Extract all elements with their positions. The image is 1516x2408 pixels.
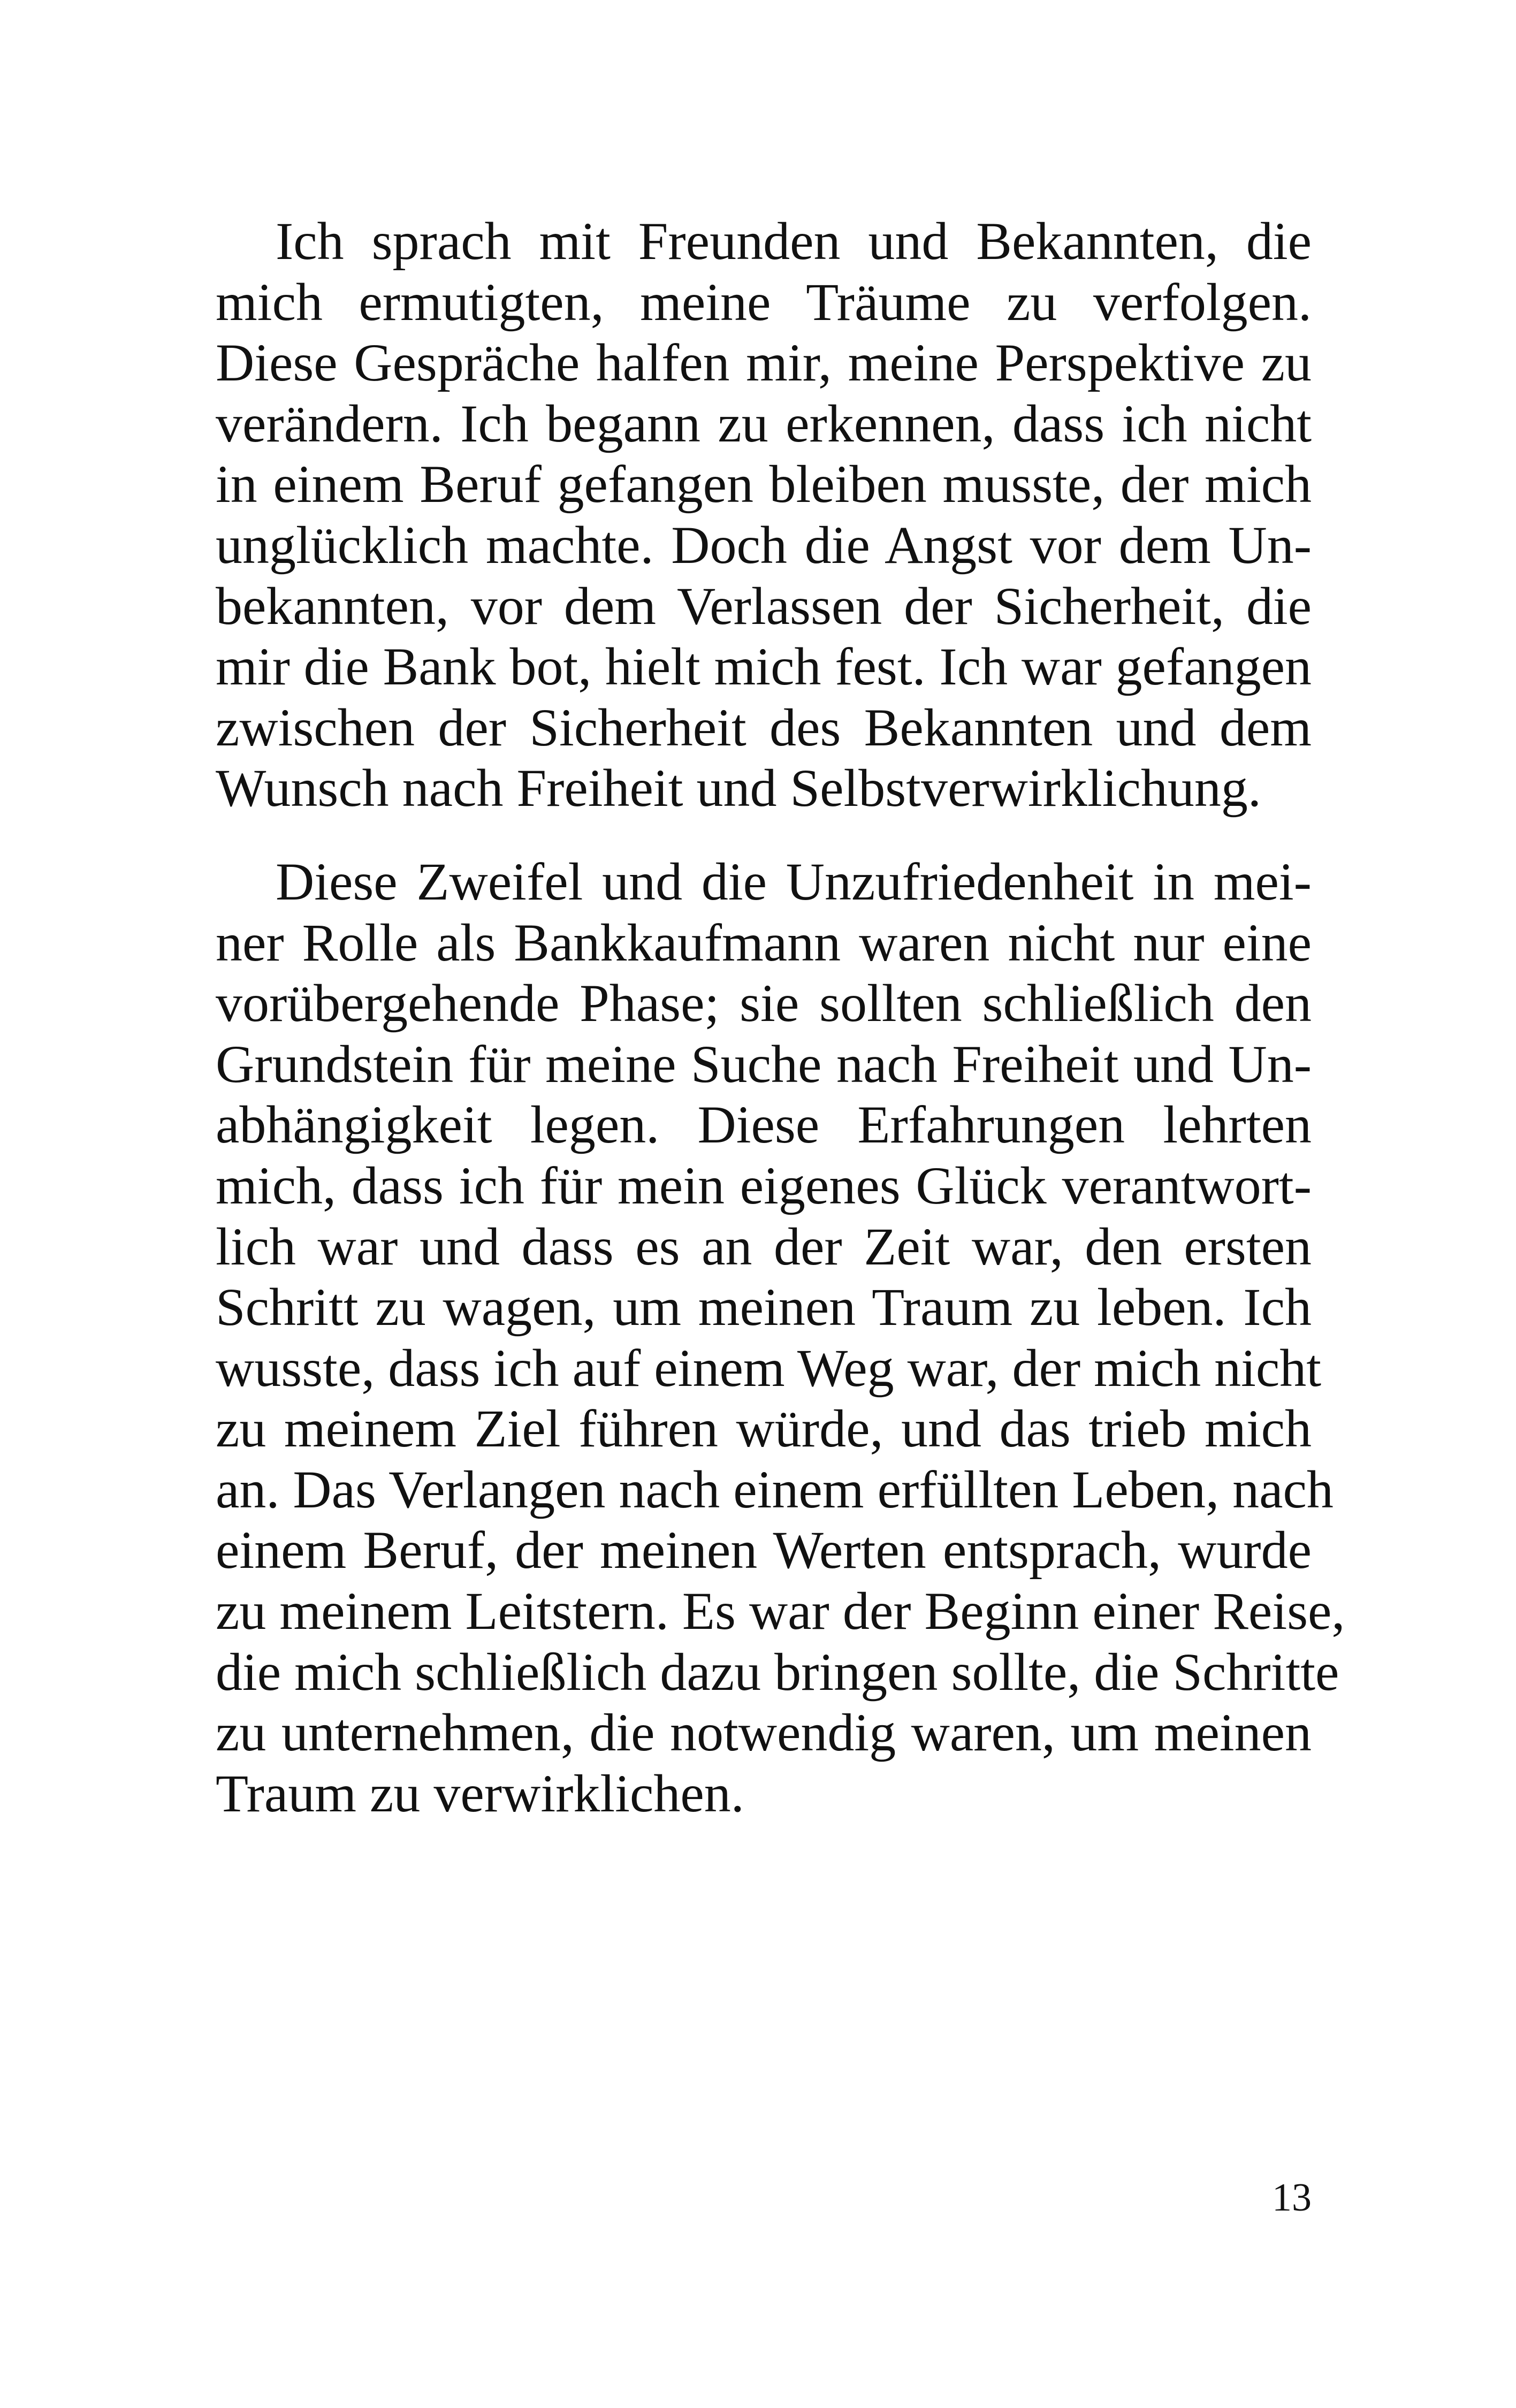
text-line: mich, dass ich für mein eigenes Glück verantwort- [216, 1155, 1312, 1215]
paragraph-1 [216, 211, 1312, 819]
text-line: Wunsch nach Freiheit und Selbstverwirklichung. [216, 758, 1261, 818]
text-line: Diese Zweifel und die Unzufriedenheit in mei- [276, 851, 1312, 911]
text-line: verändern. Ich begann zu erkennen, dass ich nicht [216, 393, 1312, 453]
text-line: vorübergehende Phase; sie sollten schließlich den [216, 973, 1312, 1033]
text-line: die mich schließlich dazu bringen sollte, die Schritte [216, 1642, 1339, 1702]
body-text [216, 211, 1345, 1824]
text-line: zu meinem Leitstern. Es war der Beginn einer Reise, [216, 1581, 1345, 1641]
text-line: zu meinem Ziel führen würde, und das trieb mich [216, 1399, 1312, 1459]
text-line: Grundstein für meine Suche nach Freiheit und Un- [216, 1034, 1312, 1094]
text-line: mich ermutigten, meine Träume zu verfolgen. [216, 272, 1312, 332]
text-line: abhängigkeit legen. Diese Erfahrungen lehrten [216, 1095, 1312, 1155]
text-line: Traum zu verwirklichen. [216, 1763, 744, 1823]
paragraph-2 [216, 851, 1345, 1824]
text-line: mir die Bank bot, hielt mich fest. Ich war gefangen [216, 637, 1312, 697]
text-line: Ich sprach mit Freunden und Bekannten, die [276, 211, 1312, 271]
text-line: zu unternehmen, die notwendig waren, um meinen [216, 1703, 1312, 1763]
text-line: bekannten, vor dem Verlassen der Sicherheit, die [216, 576, 1312, 636]
text-line: an. Das Verlangen nach einem erfüllten Leben, nach [216, 1459, 1334, 1519]
text-line: zwischen der Sicherheit des Bekannten und dem [216, 697, 1312, 757]
text-line: wusste, dass ich auf einem Weg war, der mich nicht [216, 1338, 1322, 1398]
text-line: Diese Gespräche halfen mir, meine Perspektive zu [216, 333, 1312, 393]
text-line: lich war und dass es an der Zeit war, den ersten [216, 1216, 1312, 1276]
text-line: Schritt zu wagen, um meinen Traum zu leben. Ich [216, 1277, 1312, 1337]
text-line: einem Beruf, der meinen Werten entsprach, wurde [216, 1520, 1312, 1580]
page-number: 13 [1272, 2176, 1312, 2220]
text-line: unglücklich machte. Doch die Angst vor dem Un- [216, 515, 1312, 575]
text-line: in einem Beruf gefangen bleiben musste, der mich [216, 454, 1312, 514]
text-line: ner Rolle als Bankkaufmann waren nicht nur eine [216, 912, 1312, 972]
